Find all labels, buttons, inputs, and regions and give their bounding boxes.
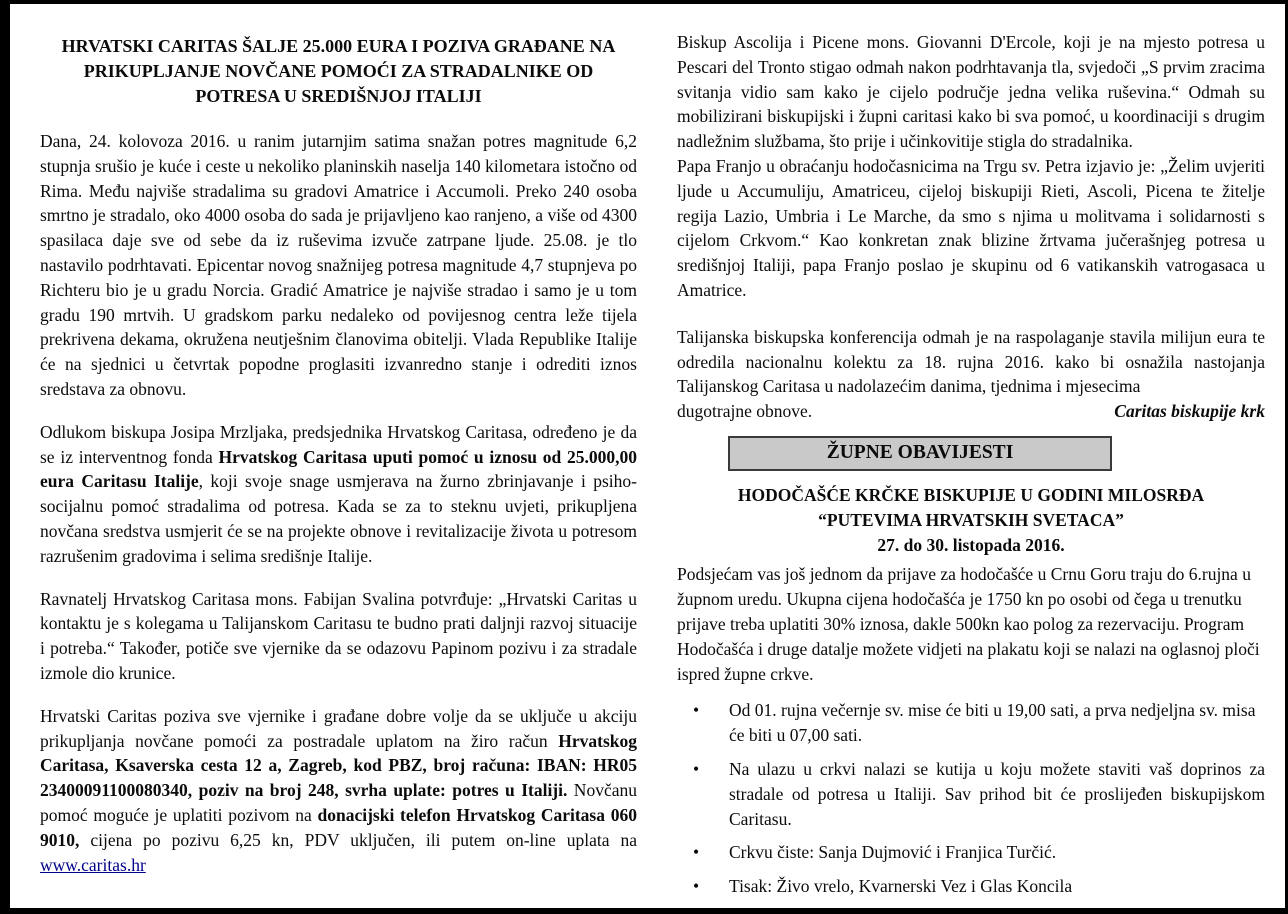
text-run-bold: donacijski telefon Hrvatskog Caritasa 060 9010, xyxy=(40,804,637,850)
text-run: Novčanu pomoć moguće je uplatiti pozivom na xyxy=(40,780,637,825)
text-run-bold: Hrvatskog Caritasa, Ksaverska cesta 12 a, Zagreb, kod PBZ, broj računa: IBAN: HR05 23400091100080340, poziv na broj 248, svrha uplate: potres u Italiji. xyxy=(40,730,637,801)
bullet-icon: • xyxy=(693,876,700,897)
caritas-website-link[interactable]: www.caritas.hr xyxy=(40,854,146,875)
paragraph-earthquake-report: Dana, 24. kolovoza 2016. u ranim jutarnjim satima snažan potres magnitude 6,2 stupnja srušio je kuće i ceste u nekoliko planinskih naselja 140 kilometara istočno od Rima. Među najviše stradalima su gradovi Amatrice i Accumoli. Preko 240 osoba smrtno je stradalo, oko 4000 osoba do sada je prijavljeno kao ranjeno, a više od 4300 spasilaca daje sve od sebe da iz ruševima izvuče zatrpane ljude. 25.08. je tlo nastavilo podrhtavati. Epicentar novog snažnijeg potresa magnitude 4,7 stupnjeva po Richteru bio je u gradu Norcia. Gradić Amatrice je najviše stradao i samo je u tom gradu 190 mrtvih. U gradskom parku nedaleko od povijesnog centra leže tijela prekrivena dekama, okružena neutješnim članovima obitelji. Vlada Republike Italije će na sjednici u četvrtak popodne proglasiti izvanredno stanje i odrediti iznos sredstava za obnovu. xyxy=(40,131,637,399)
paragraph-bishop-testimony: Biskup Ascolija i Picene mons. Giovanni D'Ercole, koji je na mjesto potresa u Pescari del Tronto stigao odmah nakon podrhtavanja tla, svjedoči „S prvim zracima svitanja vidio sam kako je cijelo područje jedna velika ruševina.“ Odmah su mobilizirani biskupijski i župni caritasi kako bi sva pomoć, u koordinaciji s drugim nadležnim službama, što prije i učinkovitije stigla do stradalnika. xyxy=(677,32,1265,152)
paragraph-donation-info xyxy=(40,704,637,878)
bullet-icon: • xyxy=(693,758,700,779)
list-item-donation-box: • Na ulazu u crkvi nalazi se kutija u koju možete staviti vaš doprinos za stradale od potresa u Italiji. Sav prihod bit će proslijeđen biskupijskom Caritasu. xyxy=(677,757,1265,831)
bulletin-page xyxy=(10,4,1285,908)
right-column xyxy=(677,30,1265,908)
paragraph-director-statement: Ravnatelj Hrvatskog Caritasa mons. Fabijan Svalina potvrđuje: „Hrvatski Caritas u kontaktu je s kolegama u Talijanskom Caritasu te budno prati daljnji razvoj situacije i potreba.“ Također, potiče sve vjernike da se odazovu Papinom pozivu i za stradale izmole dio krunice. xyxy=(40,588,637,683)
text-run-bold: Hrvatskog Caritasa uputi pomoć u iznosu od 25.000,00 eura Caritasu Italije xyxy=(40,446,637,492)
section-header-zupne-obavijesti: ŽUPNE OBAVIJESTI xyxy=(728,436,1112,471)
bullet-icon: • xyxy=(693,842,700,863)
list-item-press: • Tisak: Živo vrelo, Kvarnerski Vez i Glas Koncila xyxy=(677,874,1265,899)
left-column xyxy=(40,30,637,908)
pilgrimage-heading-line2: “PUTEVIMA HRVATSKIH SVETACA” xyxy=(818,509,1124,530)
paragraph-caritas-decision xyxy=(40,420,637,569)
paragraph-pope-statement: Papa Franjo u obraćanju hodočasnicima na Trgu sv. Petra izjavio je: „Želim uvjeriti ljude u Accumuliju, Amatriceu, cijeloj biskupiji Rieti, Ascoli, Picena te žitelje regija Lazio, Umbria i Le Marche, da smo s njima u molitvama i solidarnosti s cijelom Crkvom.“ Kao konkretan znak blizine žrtvama jučerašnjeg potresa u središnjoj Italiji, papa Franjo poslao je skupinu od 6 vatikanskih vatrogasaca u Amatrice. xyxy=(677,155,1265,300)
pilgrimage-heading-line1: HODOČAŠĆE KRČKE BISKUPIJE U GODINI MILOSRĐA xyxy=(737,484,1205,505)
pilgrimage-heading-date: 27. do 30. listopada 2016. xyxy=(877,534,1065,555)
signature-caritas-krk: Caritas biskupije krk xyxy=(1114,401,1265,422)
list-item-mass-times: • Od 01. rujna večernje sv. mise će biti u 19,00 sati, a prva nedjeljna sv. misa će biti u 07,00 sati. xyxy=(677,698,1265,748)
paragraph-bishops-conference: Talijanska biskupska konferencija odmah je na raspolaganje stavila milijun eura te odredila nacionalnu kolektu za 18. rujna 2016. kako bi osnažila nastojanja Talijanskog Caritasa u nadolazećim danima, tjednima i mjesecima xyxy=(677,326,1265,397)
text-run: dugotrajne obnove. xyxy=(677,401,813,422)
two-column-layout xyxy=(10,4,1285,908)
paragraph-pilgrimage-info: Podsjećam vas još jednom da prijave za hodočašće u Crnu Goru traju do 6.rujna u župnom uredu. Ukupna cijena hodočašća je 1750 kn po osobi od čega u trenutku prijave treba uplatiti 30% iznosa, dakle 500kn kao polog za rezervaciju. Program Hodočašća i druge datalje možete vidjeti na plakatu koji se nalazi na oglasnoj ploči ispred župne crkve. xyxy=(677,564,1260,684)
list-item-church-cleaning: • Crkvu čiste: Sanja Dujmović i Franjica Turčić. xyxy=(677,840,1265,865)
text-run: Odlukom biskupa Josipa Mrzljaka, predsjednika Hrvatskog Caritasa, određeno je da se iz interventnog fonda xyxy=(40,421,637,467)
text-run: Hrvatski Caritas poziva sve vjernike i građane dobre volje da se uključe u akciju prikupljanja novčane pomoći za postradale uplatom na žiro račun xyxy=(40,705,637,751)
bullet-icon: • xyxy=(693,700,700,721)
text-run: , koji svoje snage usmjerava na žurno zbrinjavanje i psiho-socijalnu pomoć stradalima od potresa. Kada se za to steknu uvjeti, prikupljena novčana sredstva usmjerit će se na projekte obnove i revitalizacije života u potresom razrušenim gradovima i selima središnje Italije. xyxy=(40,471,637,566)
article-title: HRVATSKI CARITAS ŠALJE 25.000 EURA I POZIVA GRAĐANE NA PRIKUPLJANJE NOVČANE POMOĆI ZA STRADALNIKE OD POTRESA U SREDIŠNJOJ ITALIJI xyxy=(61,36,616,106)
text-run: cijena po pozivu 6,25 kn, PDV uključen, ili putem on-line uplata na xyxy=(79,829,637,850)
paragraph-last-line-with-signature xyxy=(677,399,1265,424)
